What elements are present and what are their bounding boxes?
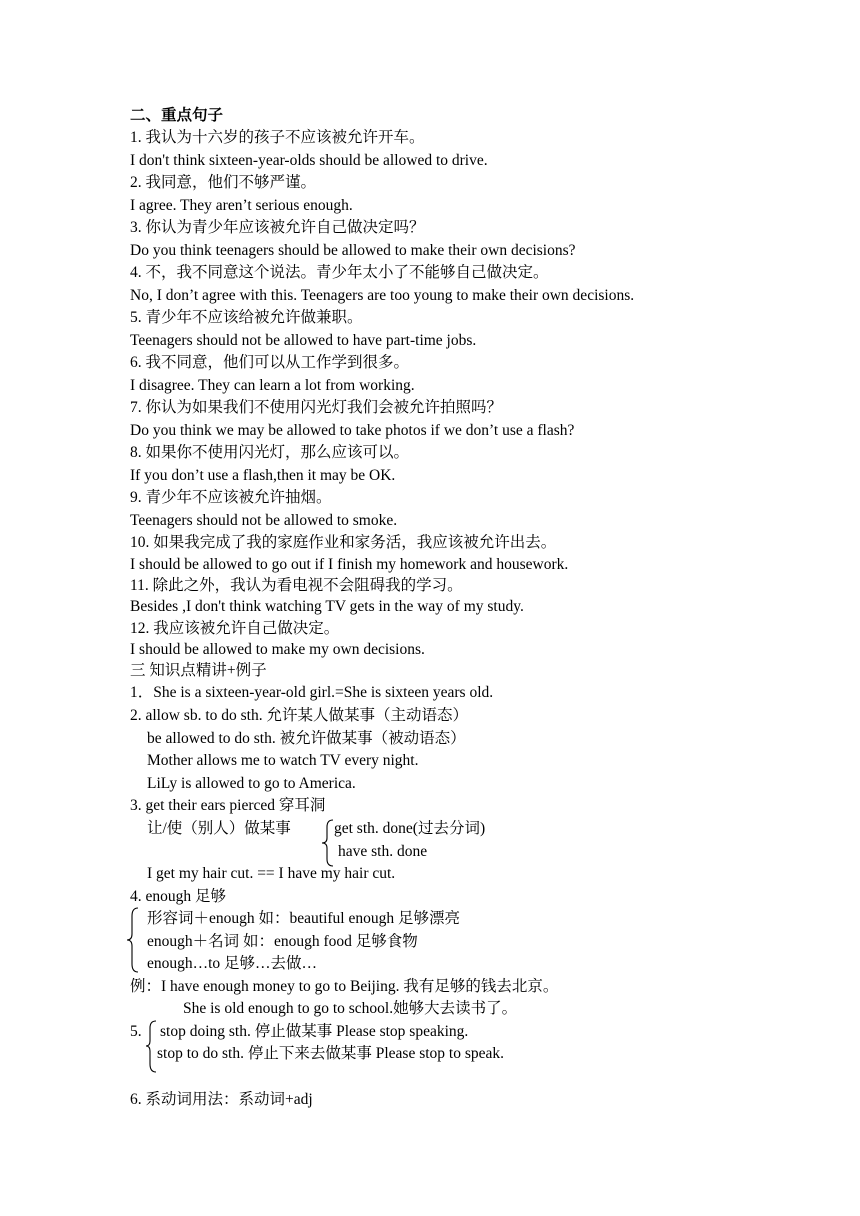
sentence-3-zh: 3. 你认为青少年应该被允许自己做决定吗？ (130, 219, 425, 236)
sentence-4-en: No, I don’t agree with this. Teenagers are too young to make their own decisions. (130, 287, 635, 304)
point-5-stop-to-do: stop to do sth. 停止下来去做某事 Please stop to speak. (157, 1045, 505, 1062)
point-6: 6. 系动词用法：系动词+adj (130, 1091, 313, 1108)
curly-brace-icon (321, 818, 335, 868)
point-3-pattern-have: have sth. done (338, 843, 428, 860)
sentence-12-zh: 12. 我应该被允许自己做决定。 (130, 620, 340, 637)
sentence-9-zh: 9. 青少年不应该被允许抽烟。 (130, 489, 332, 506)
sentence-3-en: Do you think teenagers should be allowed to make their own decisions? (130, 242, 576, 259)
sentence-8-zh: 8. 如果你不使用闪光灯，那么应该可以。 (130, 444, 410, 461)
sentence-2-en: I agree. They aren’t serious enough. (130, 197, 353, 214)
section-heading-knowledge: 三 知识点精讲+例子 (130, 662, 267, 679)
point-4-example-2: She is old enough to go to school.她够大去读书了。 (183, 1000, 518, 1017)
point-2-example-2: LiLy is allowed to go to America. (147, 775, 356, 792)
section-heading-key-sentences: 二、重点句子 (130, 107, 224, 124)
sentence-6-en: I disagree. They can learn a lot from working. (130, 377, 415, 394)
curly-brace-icon (126, 906, 140, 974)
point-5-number: 5. (130, 1023, 142, 1040)
point-4-adj-enough: 形容词＋enough 如：beautiful enough 足够漂亮 (147, 910, 460, 927)
point-2-example-1: Mother allows me to watch TV every night. (147, 752, 419, 769)
sentence-7-zh: 7. 你认为如果我们不使用闪光灯我们会被允许拍照吗？ (130, 399, 503, 416)
point-5-stop-doing: stop doing sth. 停止做某事 Please stop speaking. (160, 1023, 469, 1040)
sentence-7-en: Do you think we may be allowed to take photos if we don’t use a flash? (130, 422, 575, 439)
point-3-example: I get my hair cut. == I have my hair cut. (147, 865, 396, 882)
point-3-title: 3. get their ears pierced 穿耳洞 (130, 797, 326, 814)
sentence-5-en: Teenagers should not be allowed to have part-time jobs. (130, 332, 477, 349)
point-2-passive: be allowed to do sth. 被允许做某事（被动语态） (147, 730, 466, 747)
point-4-example-1: 例：I have enough money to go to Beijing. 我有足够的钱去北京。 (130, 978, 559, 995)
sentence-8-en: If you don’t use a flash,then it may be OK. (130, 467, 396, 484)
sentence-1-zh: 1. 我认为十六岁的孩子不应该被允许开车。 (130, 129, 425, 146)
point-4-title: 4. enough 足够 (130, 888, 227, 905)
point-3-causative: 让/使（别人）做某事 (147, 820, 291, 837)
point-2-title: 2. allow sb. to do sth. 允许某人做某事（主动语态） (130, 707, 468, 724)
sentence-2-zh: 2. 我同意，他们不够严谨。 (130, 174, 317, 191)
sentence-11-en: Besides ,I don't think watching TV gets in the way of my study. (130, 598, 524, 615)
sentence-10-zh: 10. 如果我完成了我的家庭作业和家务活，我应该被允许出去。 (130, 534, 557, 551)
sentence-6-zh: 6. 我不同意，他们可以从工作学到很多。 (130, 354, 410, 371)
sentence-1-en: I don't think sixteen-year-olds should be allowed to drive. (130, 152, 488, 169)
sentence-12-en: I should be allowed to make my own decisions. (130, 641, 425, 658)
point-4-enough-noun: enough＋名词 如：enough food 足够食物 (147, 933, 418, 950)
point-3-pattern-get: get sth. done(过去分词) (334, 820, 486, 837)
sentence-4-zh: 4. 不，我不同意这个说法。青少年太小了不能够自己做决定。 (130, 264, 549, 281)
sentence-9-en: Teenagers should not be allowed to smoke. (130, 512, 398, 529)
sentence-11-zh: 11. 除此之外，我认为看电视不会阻碍我的学习。 (130, 577, 463, 594)
point-4-enough-to: enough…to 足够…去做… (147, 955, 318, 972)
sentence-5-zh: 5. 青少年不应该给被允许做兼职。 (130, 309, 363, 326)
point-1: 1．She is a sixteen-year-old girl.=She is sixteen years old. (130, 684, 494, 701)
sentence-10-en: I should be allowed to go out if I finish my homework and housework. (130, 556, 569, 573)
